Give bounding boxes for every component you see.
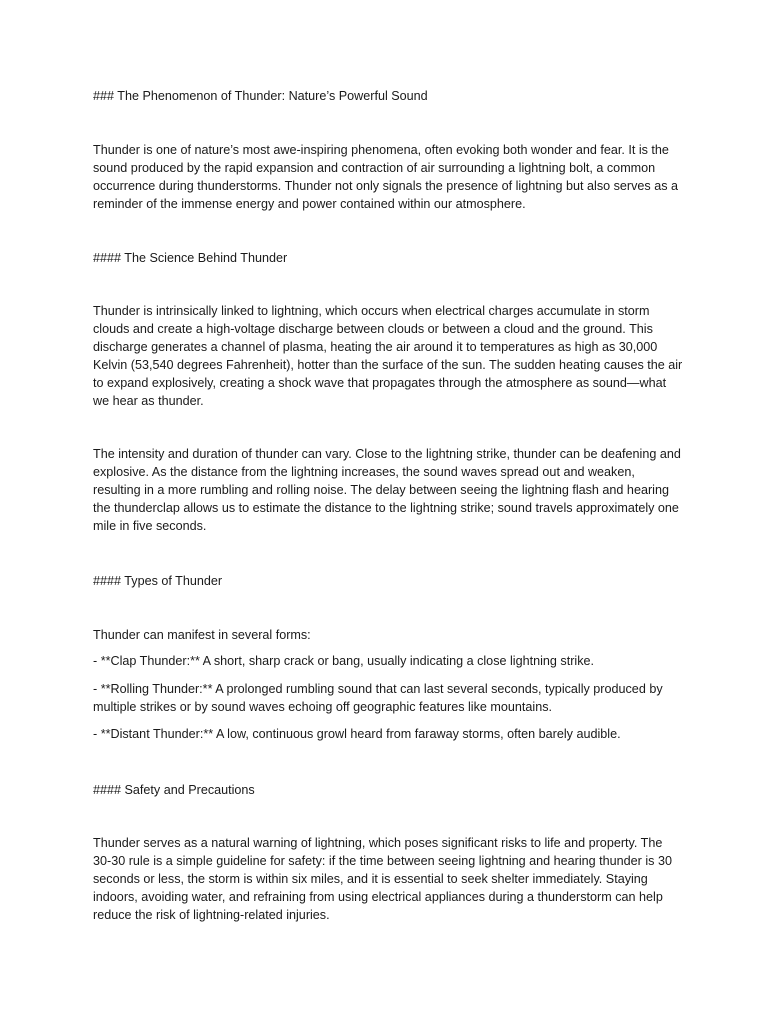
safety-heading: #### Safety and Precautions bbox=[93, 783, 255, 797]
types-heading: #### Types of Thunder bbox=[93, 574, 223, 588]
science-paragraph-2: The intensity and duration of thunder can vary. Close to the lightning strike, thunder can be deafening and explosive. As the distance from the lightning increases, the sound waves spread out and weaken, resulting in a more rumbling and rolling noise. The delay between seeing the lightning flash and hearing the thunderclap allows us to estimate the distance to the lightning strike; sound travels approximately one mile in five seconds. bbox=[93, 447, 681, 533]
types-list-item-rolling: - **Rolling Thunder:** A prolonged rumbling sound that can last several seconds, typically produced by multiple strikes or by sound waves echoing off geographic features like mountains. bbox=[93, 682, 663, 714]
types-intro: Thunder can manifest in several forms: bbox=[93, 628, 311, 642]
document-title: ### The Phenomenon of Thunder: Nature’s Powerful Sound bbox=[93, 89, 428, 103]
types-list-item-clap: - **Clap Thunder:** A short, sharp crack or bang, usually indicating a close lightning strike. bbox=[93, 654, 594, 668]
intro-paragraph: Thunder is one of nature’s most awe-inspiring phenomena, often evoking both wonder and fear. It is the sound produced by the rapid expansion and contraction of air surrounding a lightning bolt, a common occurrence during thunderstorms. Thunder not only signals the presence of lightning but also serves as a reminder of the immense energy and power contained within our atmosphere. bbox=[93, 143, 679, 211]
science-heading: #### The Science Behind Thunder bbox=[93, 251, 288, 265]
science-paragraph-1: Thunder is intrinsically linked to lightning, which occurs when electrical charges accumulate in storm clouds and create a high-voltage discharge between clouds or between a cloud and the ground. This discharge generates a channel of plasma, heating the air around it to temperatures as high as 30,000 Kelvin (53,540 degrees Fahrenheit), hotter than the surface of the sun. The sudden heating causes the air to expand explosively, creating a shock wave that propagates through the atmosphere as sound—what we hear as thunder. bbox=[93, 304, 683, 408]
safety-paragraph: Thunder serves as a natural warning of lightning, which poses significant risks to life and property. The 30-30 rule is a simple guideline for safety: if the time between seeing lightning and hearing thunder is 30 seconds or less, the storm is within six miles, and it is essential to seek shelter immediately. Staying indoors, avoiding water, and refraining from using electrical appliances during a thunderstorm can help reduce the risk of lightning-related injuries. bbox=[93, 836, 672, 922]
types-list-item-distant: - **Distant Thunder:** A low, continuous growl heard from faraway storms, often barely audible. bbox=[93, 727, 621, 741]
